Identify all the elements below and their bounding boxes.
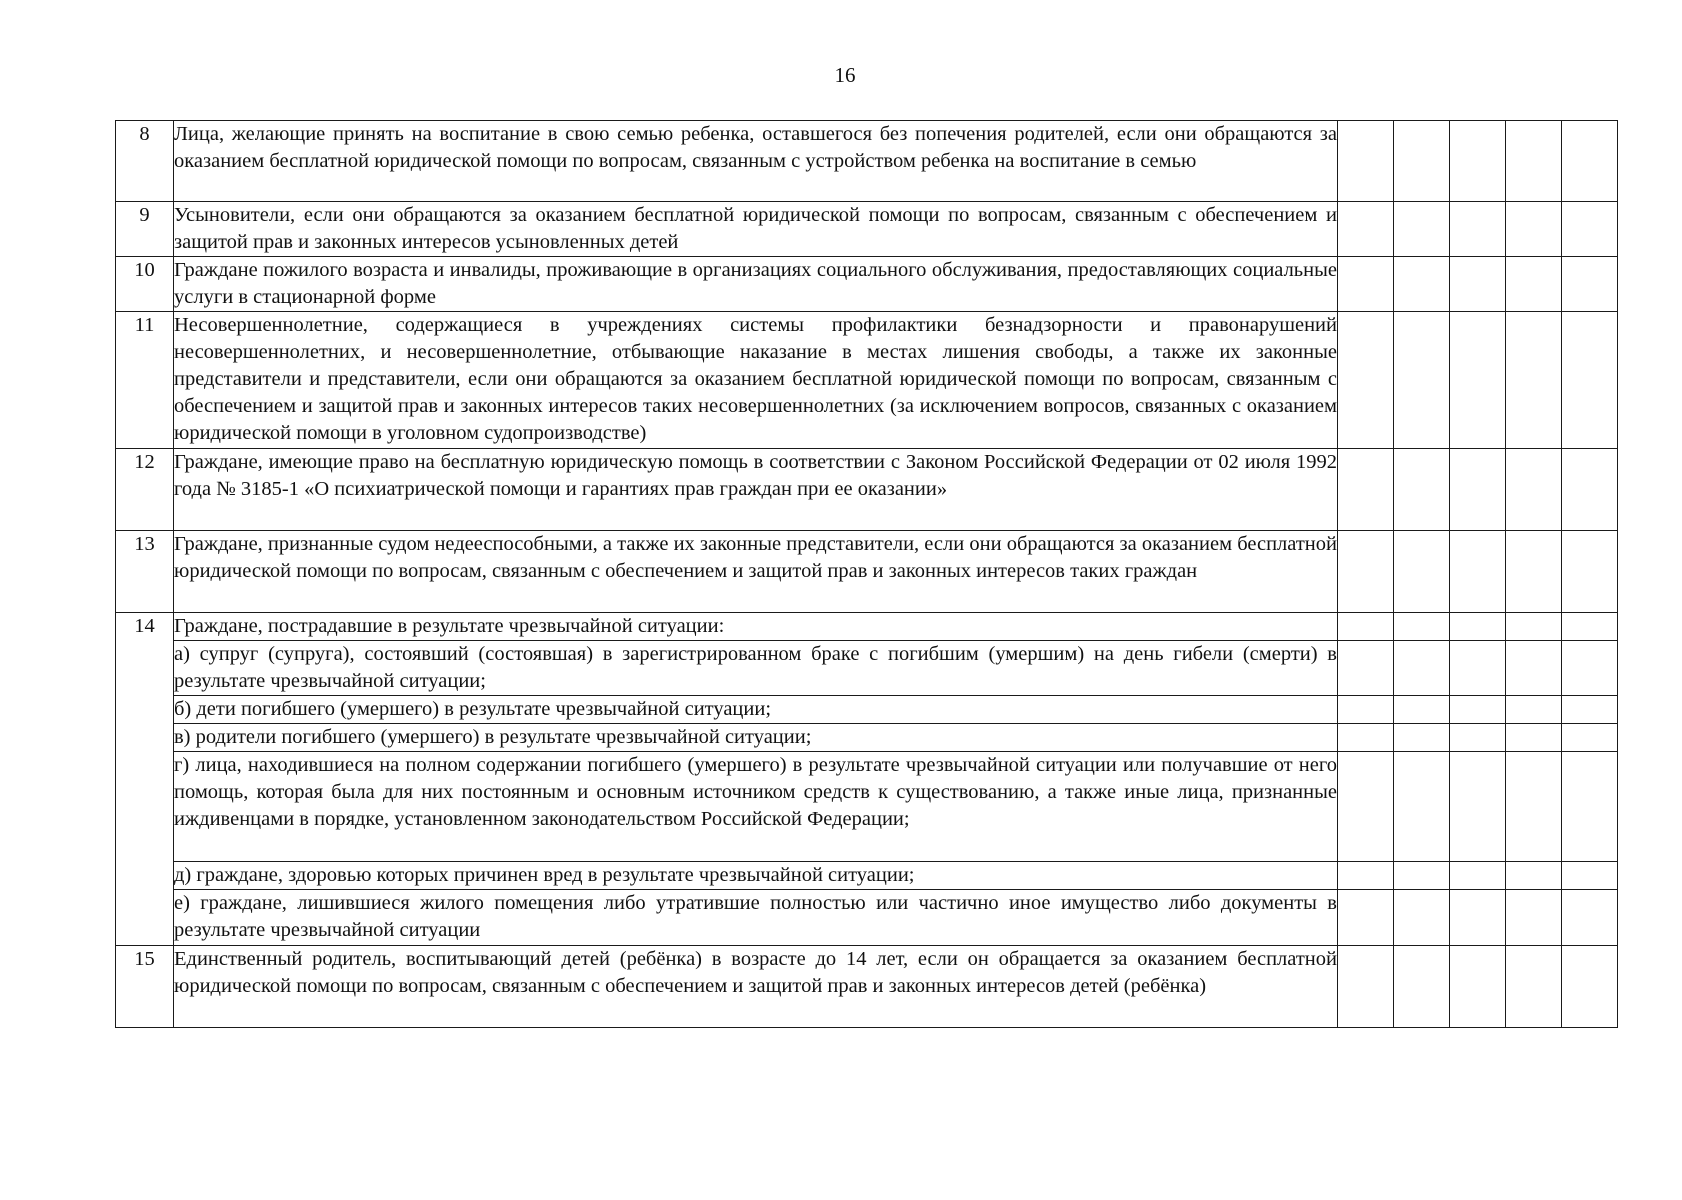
table-row: [116, 641, 1618, 696]
table-row: [116, 613, 1618, 641]
empty-cell: [1562, 696, 1618, 724]
row-text: Лица, желающие принять на воспитание в свою семью ребенка, оставшегося без попечения родителей, если они обращаются за оказанием бесплатной юридической помощи по вопросам, связанным с устройством ребенка на воспитание в семью: [174, 121, 1338, 202]
empty-cell: [1394, 312, 1450, 449]
empty-cell: [1338, 613, 1394, 641]
empty-cell: [1394, 724, 1450, 752]
sub-item-text: е) граждане, лишившиеся жилого помещения либо утратившие полностью или частично иное имущество либо документы в результате чрезвычайной ситуации: [174, 890, 1338, 946]
empty-cell: [1562, 613, 1618, 641]
table-row: [116, 862, 1618, 890]
empty-cell: [1562, 531, 1618, 613]
empty-cell: [1562, 257, 1618, 312]
empty-cell: [1338, 312, 1394, 449]
beneficiaries-table: [115, 120, 1618, 1028]
empty-cell: [1338, 257, 1394, 312]
empty-cell: [1506, 121, 1562, 202]
empty-cell: [1506, 890, 1562, 946]
empty-cell: [1506, 257, 1562, 312]
empty-cell: [1394, 613, 1450, 641]
sub-item-text: д) граждане, здоровью которых причинен вред в результате чрезвычайной ситуации;: [174, 862, 1338, 890]
empty-cell: [1394, 890, 1450, 946]
sub-item-text: г) лица, находившиеся на полном содержании погибшего (умершего) в результате чрезвычайной ситуации или получавшие от него помощь, которая была для них постоянным и основным источником средств к существованию, а также иные лица, признанные иждивенцами в порядке, установленном законодательством Российской Федерации;: [174, 752, 1338, 862]
table-row: [116, 312, 1618, 449]
empty-cell: [1394, 531, 1450, 613]
page-number: 16: [834, 63, 856, 87]
table-row: [116, 257, 1618, 312]
empty-cell: [1562, 449, 1618, 531]
empty-cell: [1450, 946, 1506, 1028]
empty-cell: [1450, 121, 1506, 202]
empty-cell: [1506, 862, 1562, 890]
empty-cell: [1450, 312, 1506, 449]
row-text: Граждане, имеющие право на бесплатную юридическую помощь в соответствии с Законом Российской Федерации от 02 июля 1992 года № 3185-1 «О психиатрической помощи и гарантиях прав граждан при ее оказании»: [174, 449, 1338, 531]
empty-cell: [1394, 202, 1450, 257]
empty-cell: [1394, 449, 1450, 531]
empty-cell: [1450, 862, 1506, 890]
table-row: [116, 890, 1618, 946]
sub-item-text: в) родители погибшего (умершего) в результате чрезвычайной ситуации;: [174, 724, 1338, 752]
empty-cell: [1562, 121, 1618, 202]
empty-cell: [1506, 613, 1562, 641]
sub-item-text: а) супруг (супруга), состоявший (состоявшая) в зарегистрированном браке с погибшим (умершим) на день гибели (смерти) в результате чрезвычайной ситуации;: [174, 641, 1338, 696]
empty-cell: [1506, 724, 1562, 752]
empty-cell: [1450, 531, 1506, 613]
table-row: [116, 202, 1618, 257]
row-text: Единственный родитель, воспитывающий детей (ребёнка) в возрасте до 14 лет, если он обращается за оказанием бесплатной юридической помощи по вопросам, связанным с обеспечением и защитой прав и законных интересов детей (ребёнка): [174, 946, 1338, 1028]
empty-cell: [1450, 890, 1506, 946]
row-text: Усыновители, если они обращаются за оказанием бесплатной юридической помощи по вопросам, связанным с обеспечением и защитой прав и законных интересов усыновленных детей: [174, 202, 1338, 257]
empty-cell: [1450, 449, 1506, 531]
empty-cell: [1338, 752, 1394, 862]
table-row: [116, 752, 1618, 862]
empty-cell: [1338, 696, 1394, 724]
empty-cell: [1562, 202, 1618, 257]
table-row: [116, 121, 1618, 202]
empty-cell: [1338, 449, 1394, 531]
empty-cell: [1562, 312, 1618, 449]
empty-cell: [1506, 641, 1562, 696]
empty-cell: [1338, 724, 1394, 752]
empty-cell: [1450, 724, 1506, 752]
empty-cell: [1394, 752, 1450, 862]
empty-cell: [1394, 862, 1450, 890]
empty-cell: [1338, 121, 1394, 202]
empty-cell: [1506, 946, 1562, 1028]
empty-cell: [1338, 946, 1394, 1028]
empty-cell: [1562, 946, 1618, 1028]
table-row: [116, 531, 1618, 613]
row-number: 14: [116, 613, 174, 946]
empty-cell: [1450, 613, 1506, 641]
empty-cell: [1394, 641, 1450, 696]
empty-cell: [1338, 531, 1394, 613]
empty-cell: [1506, 696, 1562, 724]
empty-cell: [1506, 312, 1562, 449]
empty-cell: [1562, 890, 1618, 946]
row-number: 8: [116, 121, 174, 202]
empty-cell: [1338, 862, 1394, 890]
empty-cell: [1338, 202, 1394, 257]
row-number: 12: [116, 449, 174, 531]
empty-cell: [1562, 641, 1618, 696]
row-text: Граждане, пострадавшие в результате чрезвычайной ситуации:: [174, 613, 1338, 641]
empty-cell: [1450, 752, 1506, 862]
empty-cell: [1394, 696, 1450, 724]
empty-cell: [1338, 890, 1394, 946]
row-text: Граждане пожилого возраста и инвалиды, проживающие в организациях социального обслуживания, предоставляющих социальные услуги в стационарной форме: [174, 257, 1338, 312]
table-row: [116, 946, 1618, 1028]
empty-cell: [1450, 257, 1506, 312]
empty-cell: [1506, 202, 1562, 257]
empty-cell: [1562, 752, 1618, 862]
row-text: Граждане, признанные судом недееспособными, а также их законные представители, если они обращаются за оказанием бесплатной юридической помощи по вопросам, связанным с обеспечением и защитой прав и законных интересов таких граждан: [174, 531, 1338, 613]
empty-cell: [1506, 531, 1562, 613]
empty-cell: [1450, 202, 1506, 257]
empty-cell: [1450, 641, 1506, 696]
row-number: 10: [116, 257, 174, 312]
row-number: 9: [116, 202, 174, 257]
empty-cell: [1450, 696, 1506, 724]
table-row: [116, 724, 1618, 752]
row-number: 13: [116, 531, 174, 613]
empty-cell: [1394, 946, 1450, 1028]
empty-cell: [1562, 862, 1618, 890]
table-row: [116, 449, 1618, 531]
sub-item-text: б) дети погибшего (умершего) в результате чрезвычайной ситуации;: [174, 696, 1338, 724]
table-row: [116, 696, 1618, 724]
empty-cell: [1562, 724, 1618, 752]
row-number: 15: [116, 946, 174, 1028]
empty-cell: [1394, 121, 1450, 202]
empty-cell: [1394, 257, 1450, 312]
row-text: Несовершеннолетние, содержащиеся в учреждениях системы профилактики безнадзорности и правонарушений несовершеннолетних, и несовершеннолетние, отбывающие наказание в местах лишения свободы, а также их законные представители и представители, если они обращаются за оказанием бесплатной юридической помощи по вопросам, связанным с обеспечением и защитой прав и законных интересов таких несовершеннолетних (за исключением вопросов, связанных с оказанием юридической помощи в уголовном судопроизводстве): [174, 312, 1338, 449]
empty-cell: [1506, 449, 1562, 531]
empty-cell: [1338, 641, 1394, 696]
row-number: 11: [116, 312, 174, 449]
empty-cell: [1506, 752, 1562, 862]
